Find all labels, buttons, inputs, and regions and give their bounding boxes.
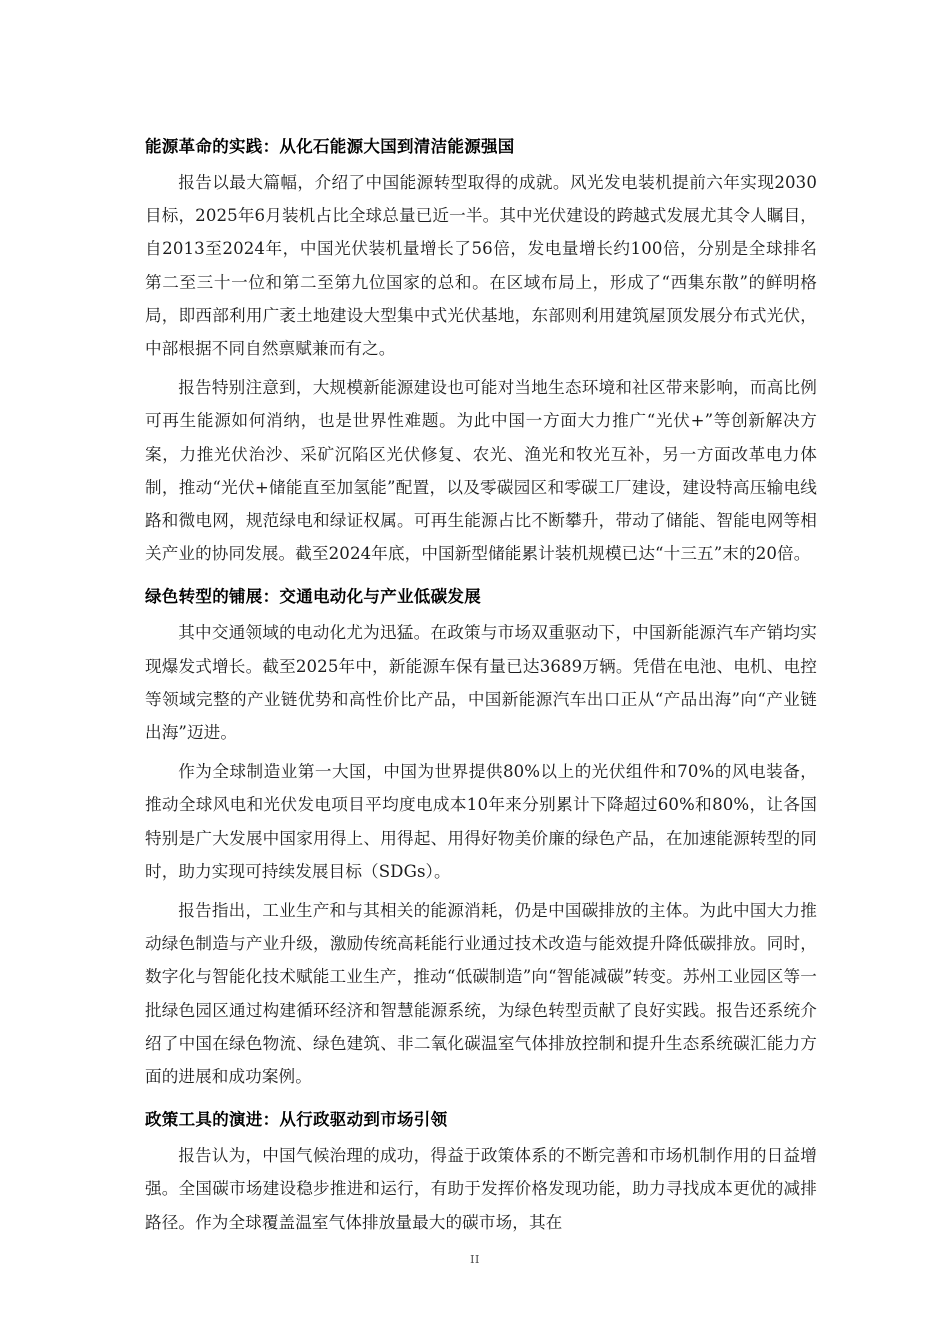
section-heading-policy-tools: 政策工具的演进：从行政驱动到市场引领 bbox=[145, 1110, 448, 1130]
paragraph: 报告特别注意到，大规模新能源建设也可能对当地生态环境和社区带来影响，而高比例可再生能源如何消纳，也是世界性难题。为此中国一方面大力推广“光伏+”等创新解决方案，力推光伏治沙、采矿沉陷区光伏修复、农光、渔光和牧光互补，另一方面改革电力体制，推动“光伏+储能直至加氢能”配置，以及零碳园区和零碳工厂建设，建设特高压输电线路和微电网，规范绿电和绿证权属。可再生能源占比不断攀升，带动了储能、智能电网等相关产业的协同发展。截至2024年底，中国新型储能累计装机规模已达“十三五”末的20倍。 bbox=[145, 378, 817, 564]
page-content bbox=[145, 132, 817, 1239]
section-heading-green-transition: 绿色转型的铺展：交通电动化与产业低碳发展 bbox=[145, 587, 481, 607]
paragraph: 其中交通领域的电动化尤为迅猛。在政策与市场双重驱动下，中国新能源汽车产销均实现爆发式增长。截至2025年中，新能源车保有量已达3689万辆。凭借在电池、电机、电控等领域完整的产业链优势和高性价比产品，中国新能源汽车出口正从“产品出海”向“产业链出海”迈进。 bbox=[145, 623, 817, 743]
page-number: II bbox=[470, 1253, 480, 1266]
section-heading-energy-revolution: 能源革命的实践：从化石能源大国到清洁能源强国 bbox=[145, 137, 515, 156]
paragraph: 报告以最大篇幅，介绍了中国能源转型取得的成就。风光发电装机提前六年实现2030目标，2025年6月装机占比全球总量已近一半。其中光伏建设的跨越式发展尤其令人瞩目，自2013至2024年，中国光伏装机量增长了56倍，发电量增长约100倍，分别是全球排名第二至三十一位和第二至第九位国家的总和。在区域布局上，形成了“西集东散”的鲜明格局，即西部利用广袤土地建设大型集中式光伏基地，东部则利用建筑屋顶发展分布式光伏，中部根据不同自然禀赋兼而有之。 bbox=[145, 173, 817, 359]
paragraph: 作为全球制造业第一大国，中国为世界提供80%以上的光伏组件和70%的风电装备，推动全球风电和光伏发电项目平均度电成本10年来分别累计下降超过60%和80%，让各国特别是广大发展中国家用得上、用得起、用得好物美价廉的绿色产品，在加速能源转型的同时，助力实现可持续发展目标（SDGs）。 bbox=[145, 762, 817, 881]
paragraph: 报告认为，中国气候治理的成功，得益于政策体系的不断完善和市场机制作用的日益增强。全国碳市场建设稳步推进和运行，有助于发挥价格发现功能，助力寻找成本更优的减排路径。作为全球覆盖温室气体排放量最大的碳市场，其在 bbox=[145, 1146, 817, 1232]
paragraph: 报告指出，工业生产和与其相关的能源消耗，仍是中国碳排放的主体。为此中国大力推动绿色制造与产业升级，激励传统高耗能行业通过技术改造与能效提升降低碳排放。同时，数字化与智能化技术赋能工业生产，推动“低碳制造”向“智能减碳”转变。苏州工业园区等一批绿色园区通过构建循环经济和智慧能源系统，为绿色转型贡献了良好实践。报告还系统介绍了中国在绿色物流、绿色建筑、非二氧化碳温室气体排放控制和提升生态系统碳汇能力方面的进展和成功案例。 bbox=[145, 901, 817, 1087]
